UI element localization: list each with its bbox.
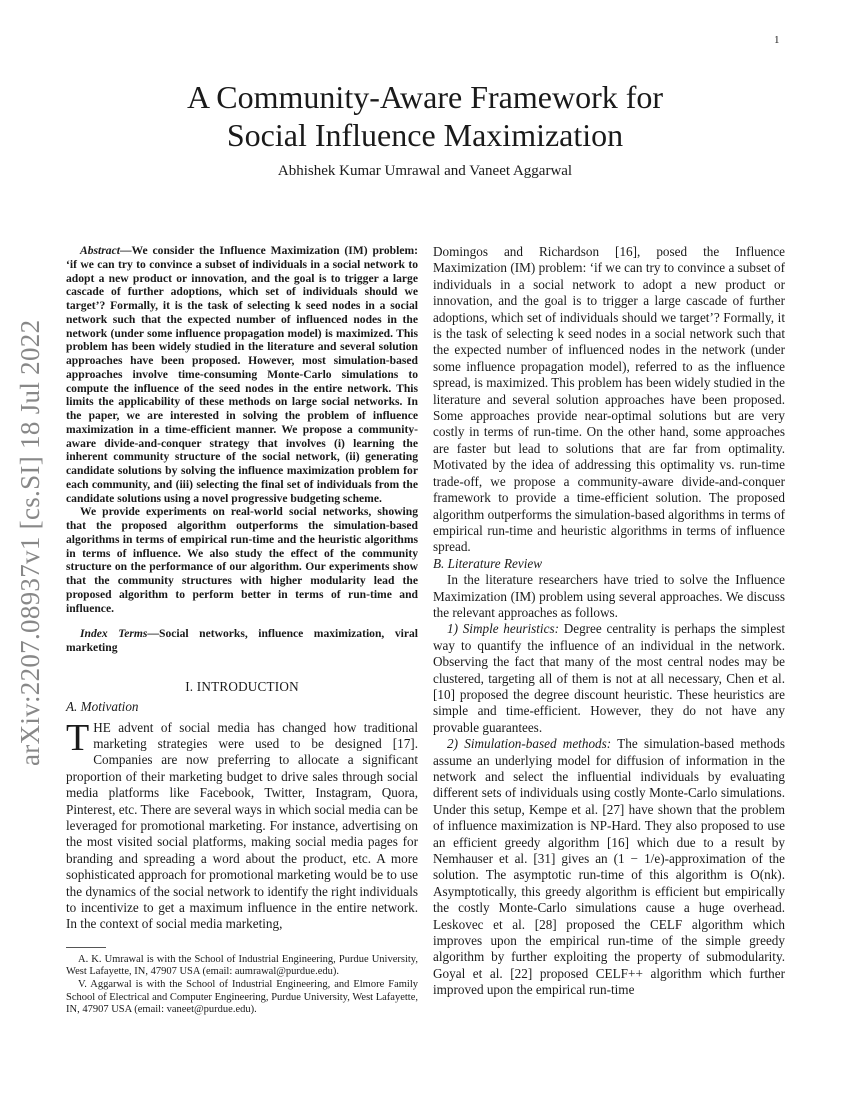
simple-heuristics-text: Degree centrality is perhaps the simplest way to quantify the influence of an individual in the network. Observing the fact that many of the most central nodes may be clustered, targeting all of them is not at all necessary, Chen et al. [10] proposed the degree discount heuristic. These heuristics are simple and time-efficient. However, they do not have any provable guarantees. [433,621,785,735]
introduction-text: HE advent of social media has changed how traditional marketing strategies were used to be designed [17]. Companies are now preferring to allocate a significant proportion of their marketing budget to drive sales through social media platforms like Facebook, Twitter, Instagram, Quora, Pinterest, etc. There are several ways in which social media can be leveraged for promotional marketing. For instance, advertising on the most visited social platforms, making social media pages for branding and spreading a word about the product, etc. A more sophisticated approach for promotional marketing would be to use the dynamics of the social network to identify the right individuals to incentivize to get a maximum influence in the entire network. In the context of social media marketing, [66,719,418,932]
abstract-paragraph-1 [66,244,418,505]
author-list: Abhishek Kumar Umrawal and Vaneet Aggarwal [277,163,573,179]
simulation-methods-label: 2) Simulation-based methods: [447,736,612,752]
footnote-divider [66,947,106,948]
abstract [66,244,418,615]
abstract-paragraph-2: We provide experiments on real-world social networks, showing that the proposed algorithm outperforms the simulation-based algorithms in terms of empirical run-time and the heuristic algorithms in terms of influence. We also study the effect of the community structure on the performance of our algorithm. Our experiments show that the community structures with higher modularity lead the proposed algorithm to perform better in terms of run-time and influence. [66,505,418,615]
page-number: 1 [774,34,780,46]
left-column [66,244,418,1017]
simple-heuristics-paragraph [433,621,785,736]
introduction-heading: I. INTRODUCTION [185,678,299,694]
footnote-2: V. Aggarwal is with the School of Industrial Engineering, and Elmore Family School of Electrical and Computer Engineering, Purdue University, West Lafayette, IN, 47907 USA (email: vaneet@purdue.edu). [66,979,418,1016]
motivation-continuation: Domingos and Richardson [16], posed the Influence Maximization (IM) problem: ‘if we can try to convince a subset of individuals in a social network to adopt a new product or innovation, and the goal is to trigger a large cascade of further adoptions, which set of individuals should we target’? Formally, it is the task of selecting k seed nodes in a social network such that the expected number of influenced nodes in the network (under some influence propagation model), referred to as the influence spread, is maximized. This problem has been widely studied in the literature and several solution approaches have been proposed. Some approaches provide near-optimal solutions but are very costly in terms of run-time. On the other hand, some approaches are faster but lead to solutions that are far from optimality. Motivated by the idea of addressing this optimality vs. run-time trade-off, we propose a community-aware divide-and-conquer framework to provide a time-efficient solution. The proposed algorithm outperforms the simulation-based algorithms in terms of empirical run-time and heuristic algorithms in terms of influence spread. [433,244,785,555]
title-line-2: Social Influence Maximization [226,117,624,153]
literature-review-intro: In the literature researchers have tried to solve the Influence Maximization (IM) problem using several approaches. We discuss the relevant approaches as follows. [433,572,785,620]
introduction-paragraph [66,716,418,933]
simulation-methods-paragraph [433,736,785,999]
literature-review-heading: B. Literature Review [433,555,543,571]
abstract-label: Abstract [80,244,120,257]
index-terms-text: —Social networks, influence maximization, viral marketing [66,627,418,654]
footnote-1: A. K. Umrawal is with the School of Industrial Engineering, Purdue University, West Lafayette, IN, 47907 USA (email: aumrawal@purdue.edu). [66,953,418,978]
right-column [433,244,785,999]
arxiv-identifier: arXiv:2207.08937v1 [cs.SI] 18 Jul 2022 [15,319,45,766]
index-terms [66,627,418,655]
drop-cap: T [66,716,90,759]
simulation-methods-text: The simulation-based methods assume an underlying model for diffusion of information in the network and select the influential individuals by evaluating different sets of individuals using costly Monte-Carlo simulations. Under this setup, Kempe et al. [27] have shown that the problem of influence maximization is NP-Hard. They also proposed to use an efficient greedy algorithm [16] which due to a result by Nemhauser et al. [31] gives an (1 − 1/e)-approximation of the solution. The asymptotic run-time of this algorithm is O(nk). Asymptotically, this greedy algorithm is efficient but empirically the costly Monte-Carlo simulations cause a huge overhead. Leskovec et al. [28] proposed the CELF algorithm which improves upon the empirical run-time of the simple greedy algorithm by further exploiting the property of submodularity. Goyal et al. [22] proposed CELF++ algorithm which further improved upon the empirical run-time [433,736,785,998]
title-line-1: A Community-Aware Framework for [186,79,664,115]
simple-heuristics-label: 1) Simple heuristics: [447,621,559,637]
paper-title [0,78,850,154]
abstract-text-1: —We consider the Influence Maximization (IM) problem: ‘if we can try to convince a subset of individuals in a social network to adopt a new product or innovation, and the goal is to trigger a large cascade of further adoptions, which set of individuals should we target’? Formally, it is the task of selecting k seed nodes in a social network such that the expected number of influenced nodes in the network (under some influence propagation model) is maximized. This problem has been widely studied in the literature and several solution approaches have been proposed. However, most simulation-based approaches involve time-consuming Monte-Carlo simulations to compute the influence of the seed nodes in the entire network. This limits the applicability of these methods on large social networks. In the paper, we are interested in solving the problem of influence maximization in a time-efficient manner. We propose a community-aware divide-and-conquer strategy that involves (i) learning the inherent community structure of the social network, (ii) generating candidate solutions by solving the influence maximization problem for each community, and (iii) selecting the final set of individuals from the candidate solutions using a novel progressive budgeting scheme. [66,244,418,505]
motivation-heading: A. Motivation [66,699,139,715]
index-terms-label: Index Terms [80,627,148,641]
footnotes [66,954,418,1017]
